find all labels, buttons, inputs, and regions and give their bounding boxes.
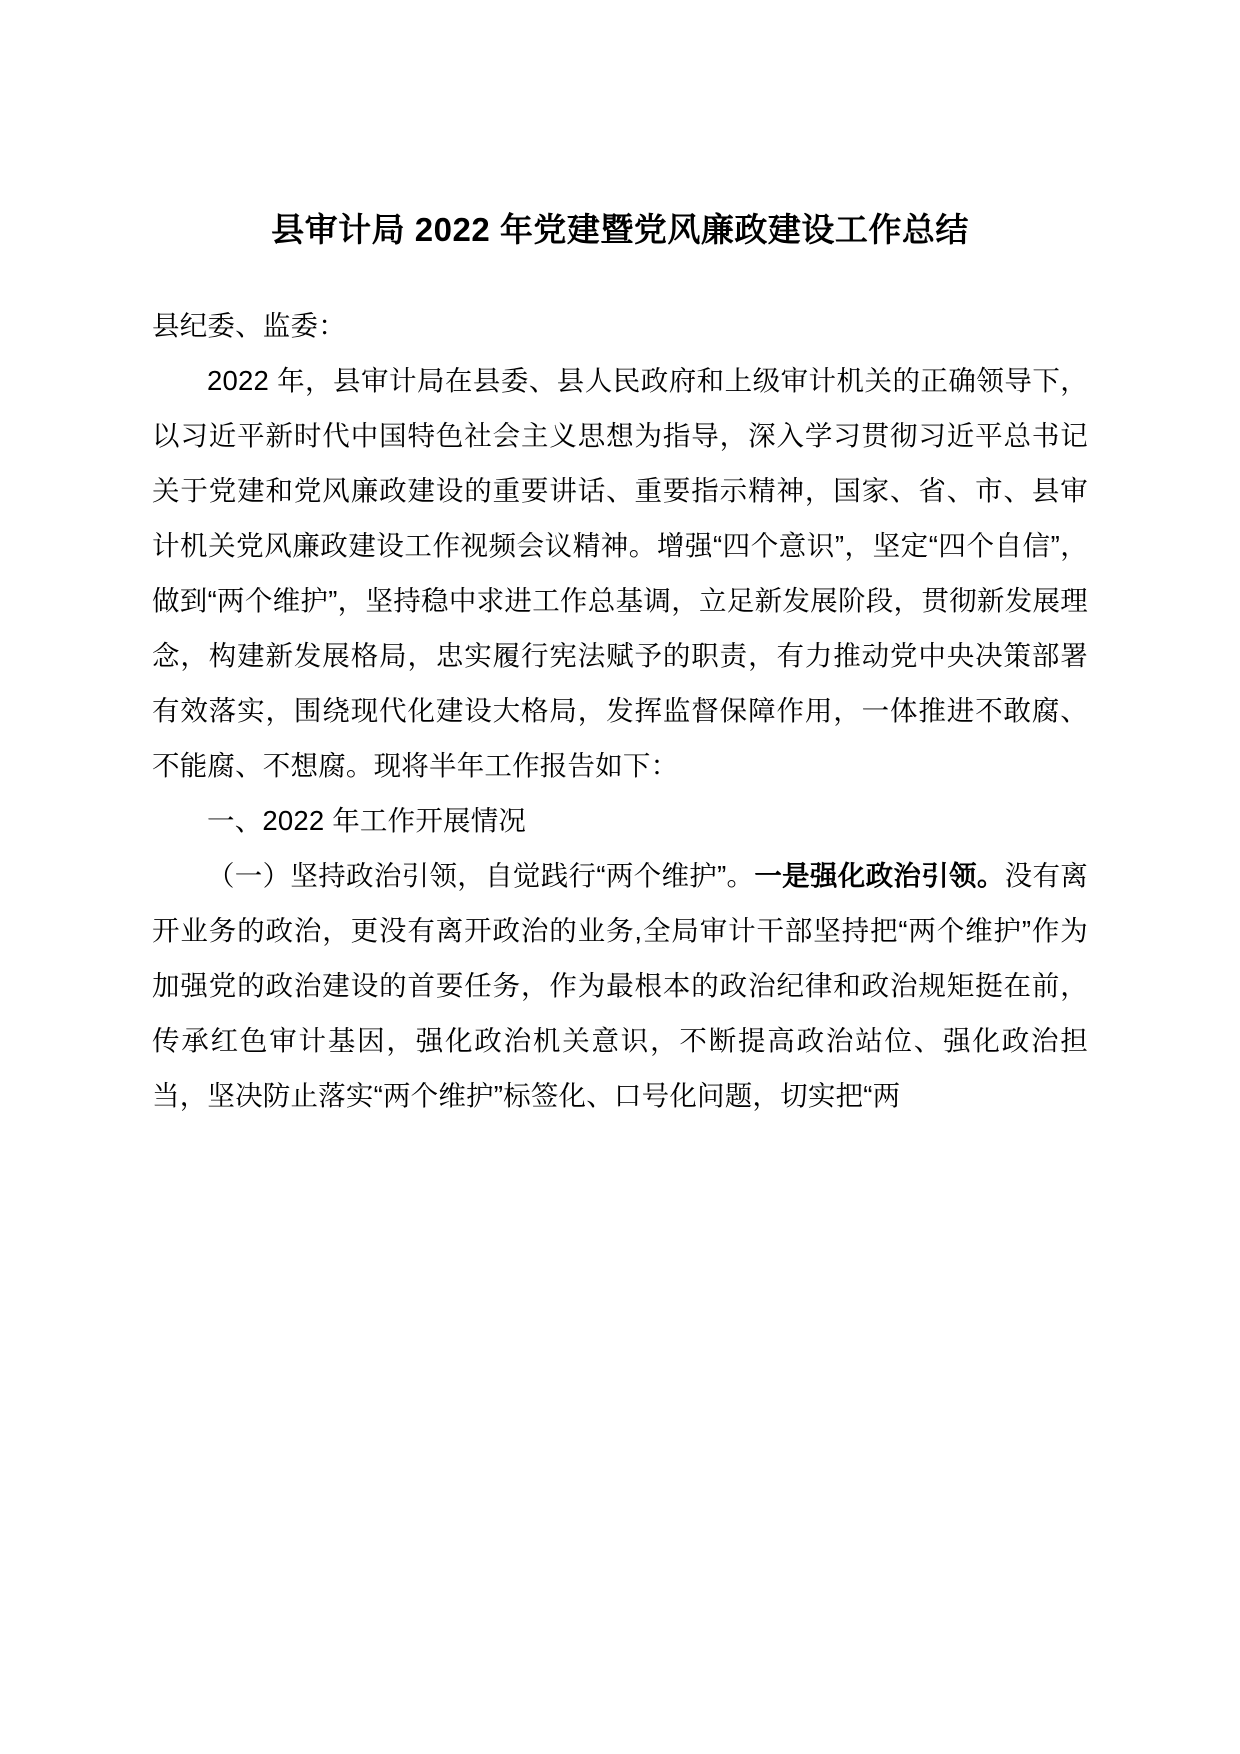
text-run: 2022 年，县审计局在县委、县人民政府和上级审计机关的正确领导下，以习近平新时代中国特色社会主义思想为指导，深入学习贯彻习近平总书记关于党建和党风廉政建设的重要讲话、重要指示精神，国家、省、市、县审计机关党风廉政建设工作视频会议精神。增强“四个意识”，坚定“四个自信”，做到“两个维护”，坚持稳中求进工作总基调，立足新发展阶段，贯彻新发展理念，构建新发展格局，忠实履行宪法赋予的职责，有力推动党中央决策部署有效落实，围绕现代化建设大格局，发挥监督保障作用，一体推进不敢腐、不能腐、不想腐。现将半年工作报告如下： — [152, 365, 1088, 781]
document-body — [152, 298, 1088, 1123]
text-run: 一、2022 年工作开展情况 — [207, 805, 527, 836]
document-content — [152, 0, 1088, 1123]
paragraph-opening-statement — [152, 353, 1088, 793]
text-run: （一）坚持政治引领，自觉践行“两个维护”。 — [207, 860, 755, 891]
page-title: 县审计局 2022 年党建暨党风廉政建设工作总结 — [271, 211, 969, 248]
paragraph-subsection-one — [152, 848, 1088, 1123]
text-run: 没有离开业务的政治，更没有离开政治的业务,全局审计干部坚持把“两个维护”作为加强党的政治建设的首要任务，作为最根本的政治纪律和政治规矩挺在前，传承红色审计基因，强化政治机关意识，不断提高政治站位、强化政治担当，坚决防止落实“两个维护”标签化、口号化问题，切实把“两 — [152, 860, 1088, 1111]
paragraph-section-one-heading — [152, 793, 1088, 848]
text-run-bold: 一是强化政治引领。 — [754, 860, 1005, 891]
text-run: 县纪委、监委： — [152, 310, 346, 341]
paragraph-addressee — [152, 298, 1088, 353]
